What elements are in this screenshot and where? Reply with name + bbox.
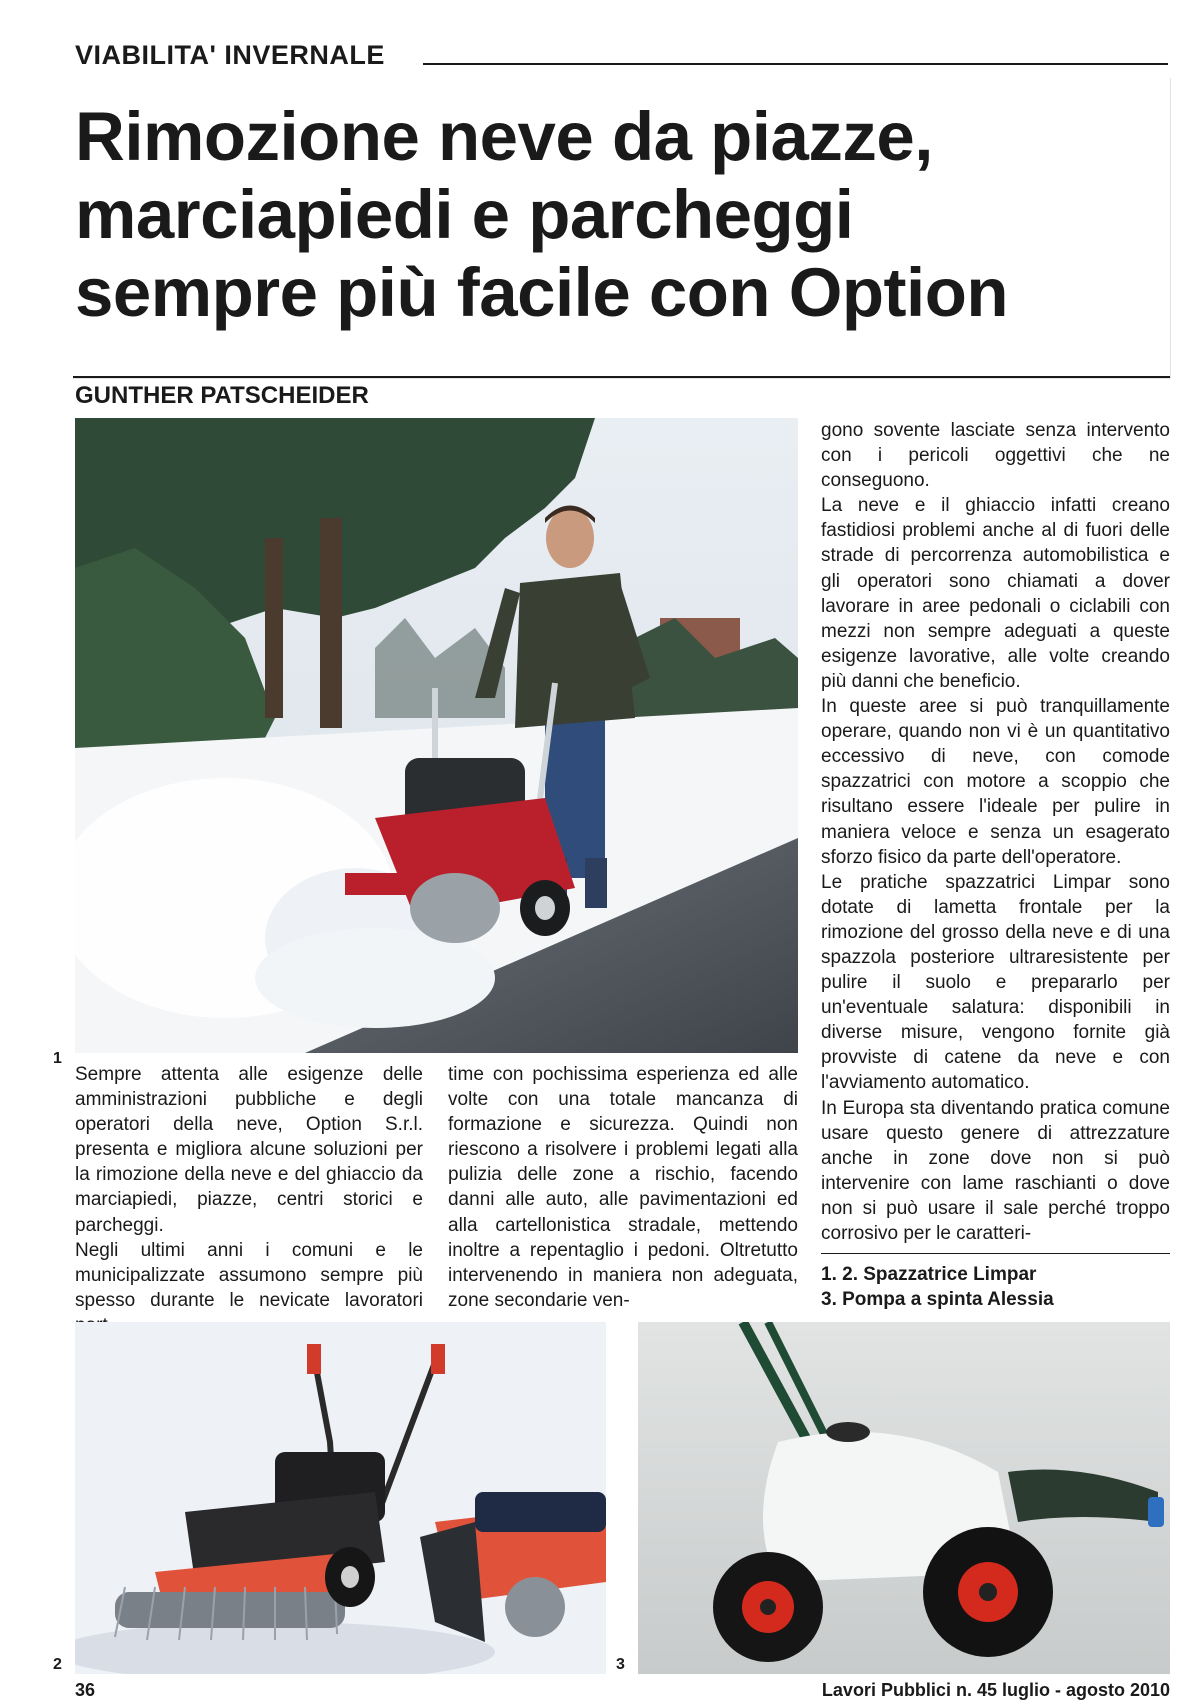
figure-number-1: 1 — [53, 1050, 62, 1067]
paragraph: Sempre attenta alle esigenze delle amministrazioni pubbliche e degli operatori della neve, Option S.r.l. presenta e migliora alcune soluzioni per la rimozione della neve e del ghiaccio da marciapiedi, piazze, centri storici e parcheggi. — [75, 1064, 423, 1236]
magazine-issue: Lavori Pubblici n. 45 luglio - agosto 2010 — [821, 1680, 1170, 1700]
figure-number-3: 3 — [616, 1656, 625, 1673]
text-column-3 — [821, 418, 1170, 1246]
text-column-1 — [75, 1062, 423, 1338]
section-rule — [423, 63, 1168, 65]
title-line-2: marciapiedi e parcheggi — [75, 176, 854, 253]
title-line-3: sempre più facile con Option — [75, 254, 1008, 331]
author-rule — [73, 376, 1170, 378]
section-label: VIABILITA' INVERNALE — [75, 40, 385, 70]
figure-caption — [821, 1262, 1170, 1312]
paragraph: time con pochissima esperienza ed alle volte con una totale mancanza di formazione e sicurezza. Quindi non riescono a risolvere i problemi legati alla pulizia delle zone a rischio, facendo danni alle auto, alle pavimentazioni ed alla cartellonistica stradale, mettendo inoltre a repentaglio i pedoni. Oltretutto intervenendo in maniera non adeguata, zone secondarie ven- — [448, 1064, 798, 1311]
title-line-1: Rimozione neve da piazze, — [75, 98, 933, 175]
caption-rule — [821, 1253, 1170, 1254]
photo-limpar-sweeper — [75, 1322, 606, 1674]
caption-line-2: 3. Pompa a spinta Alessia — [821, 1289, 1054, 1310]
text-column-2 — [448, 1062, 798, 1313]
paragraph: gono sovente lasciate senza intervento con i pericoli oggettivi che ne conseguono. — [821, 420, 1170, 492]
article-title — [75, 98, 1165, 332]
figure-number-2: 2 — [53, 1656, 62, 1673]
paragraph: In queste aree si può tranquillamente operare, quando non vi è un quantitativo eccessivo di neve, con comode spazzatrici con motore a scoppio che risultano essere l'ideale per pulire in maniera veloce e senza un esagerato sforzo fisico da parte dell'operatore. — [821, 696, 1170, 868]
paragraph: In Europa sta diventando pratica comune usare questo genere di attrezzature anche in zone dove non si può intervenire con lame raschianti o dove non si può usare il sale perché troppo corrosivo per le caratteri- — [821, 1097, 1170, 1244]
author-name: GUNTHER PATSCHEIDER — [75, 382, 369, 409]
paragraph: La neve e il ghiaccio infatti creano fastidiosi problemi anche al di fuori delle strade di percorrenza automobilistica e gli operatori sono chiamati a dover lavorare in aree pedonali o ciclabili con mezzi non sempre adeguati a queste esigenze lavorative, alle volte creando più danni che beneficio. — [821, 495, 1170, 692]
photo-snow-sweeper-operator — [75, 418, 798, 1053]
page-number: 36 — [75, 1680, 96, 1700]
paragraph: Le pratiche spazzatrici Limpar sono dotate di lametta frontale per la rimozione del grosso della neve e di una spazzola posteriore ultraresistente per pulire il suolo e prepararlo per un'eventuale salatura: disponibili in diverse misure, vengono fornite già provviste di catene da neve e con l'avviamento automatico. — [821, 871, 1170, 1094]
paragraph: Negli ultimi anni i comuni e le municipalizzate assumono sempre più spesso durante le nevicate lavoratori — [75, 1239, 423, 1311]
photo-alessia-push-pump — [638, 1322, 1170, 1674]
caption-line-1: 1. 2. Spazzatrice Limpar — [821, 1264, 1037, 1285]
